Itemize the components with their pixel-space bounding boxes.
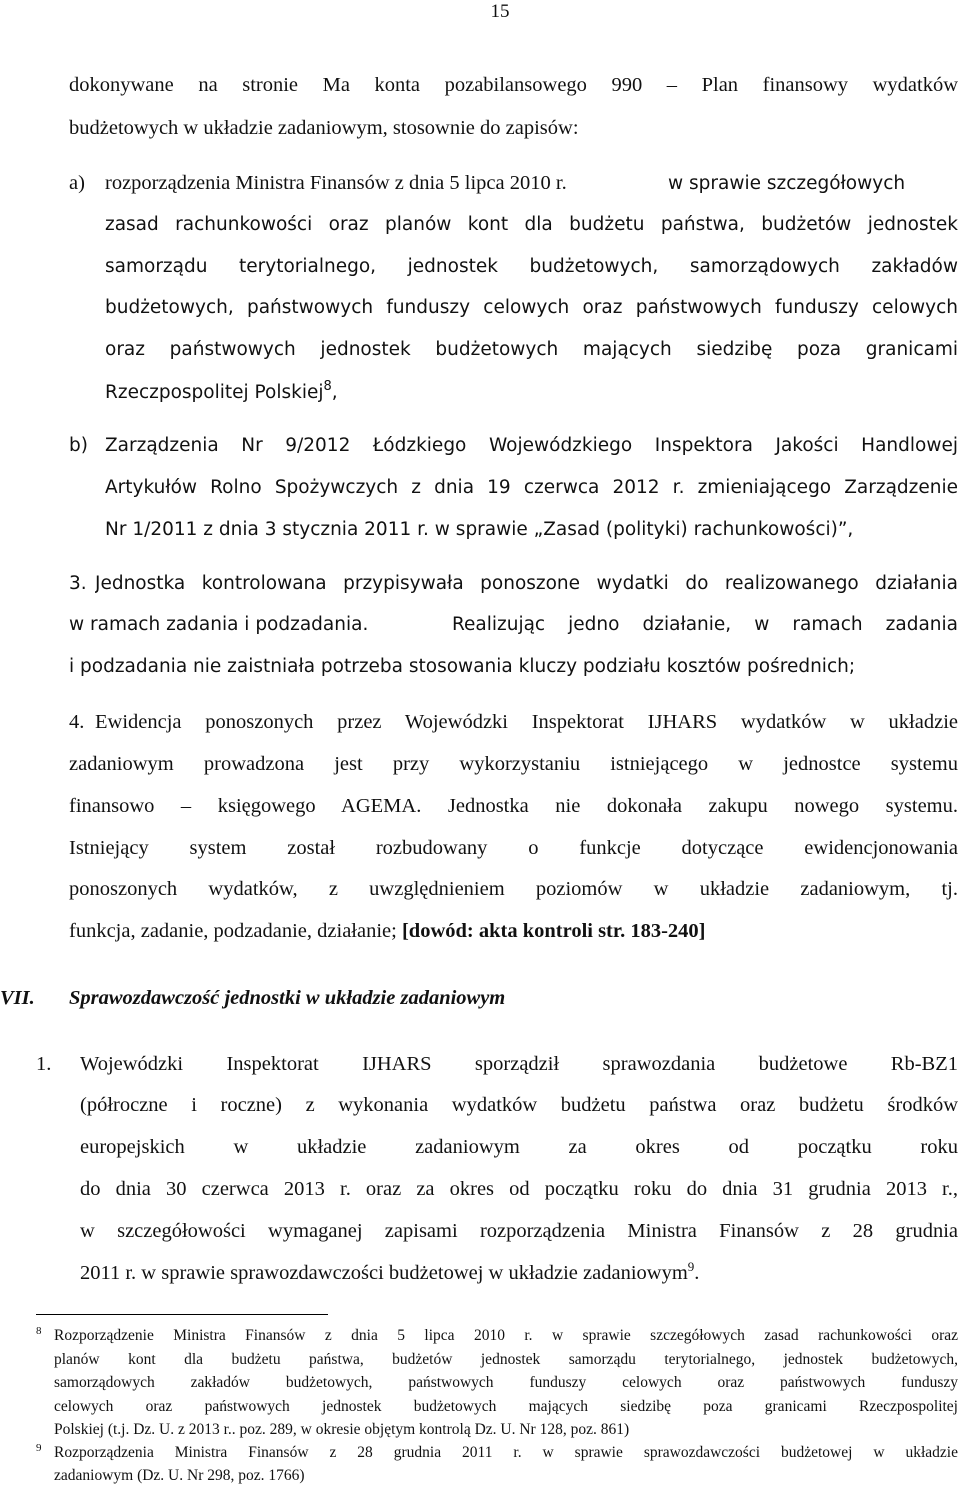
item-a-line-1-sans: w sprawie szczegółowych: [668, 173, 906, 194]
item-3-line-2a: w ramach zadania i podzadania.: [69, 614, 369, 635]
item-4-line-5: ponoszonych wydatków, z uwzględnieniem poziomów w układzie zadaniowym, tj.: [69, 878, 958, 900]
item-a-line-6: [105, 381, 338, 405]
item-4-line-3: finansowo – księgowego AGEMA. Jednostka nie dokonała zakupu nowego systemu.: [69, 795, 958, 817]
item-a-line-6-tail: ,: [331, 382, 338, 403]
footnote-9-line-2: zadaniowym (Dz. U. Nr 298, poz. 1766): [54, 1467, 305, 1484]
item-1-line-6-text: 2011 r. w sprawie sprawozdawczości budżetowej w układzie zadaniowym: [80, 1262, 688, 1284]
footnote-8-number: [36, 1326, 42, 1345]
item-4-line-2: zadaniowym prowadzona jest przy wykorzystaniu istniejącego w jednostce systemu: [69, 753, 958, 775]
item-4-line-1: Ewidencja ponoszonych przez Wojewódzki Inspektorat IJHARS wydatków w układzie: [95, 711, 958, 733]
footnote-9-sup: 9: [36, 1442, 42, 1454]
footnote-8-line-5: Polskiej (t.j. Dz. U. z 2013 r.. poz. 289, w okresie objętym kontrolą Dz. U. Nr 128, poz. 861): [54, 1421, 630, 1438]
item-3-line-2b: Realizując jedno działanie, w ramach zadania: [452, 614, 958, 635]
item-4-line-6: [69, 919, 706, 943]
item-1-line-2: (półroczne i roczne) z wykonania wydatków budżetu państwa oraz budżetu środków: [80, 1094, 958, 1116]
item-b-line-2: Artykułów Rolno Spożywczych z dnia 19 czerwca 2012 r. zmieniającego Zarządzenie: [105, 477, 958, 498]
item-b-line-3: Nr 1/2011 z dnia 3 stycznia 2011 r. w sprawie „Zasad (polityki) rachunkowości)”,: [105, 519, 854, 540]
item-1-line-6-tail: .: [694, 1262, 700, 1284]
list-marker-a: a): [69, 172, 85, 194]
item-1-line-4: do dnia 30 czerwca 2013 r. oraz za okres od początku roku do dnia 31 grudnia 2013 r.,: [80, 1178, 958, 1200]
item-a-line-6-text: Rzeczpospolitej Polskiej: [105, 382, 324, 403]
footnote-8-line-1: Rozporządzenie Ministra Finansów z dnia 5 lipca 2010 r. w sprawie szczegółowych zasad rachunkowości oraz: [54, 1327, 958, 1344]
item-1-line-6: [80, 1261, 699, 1285]
item-1-line-1: Wojewódzki Inspektorat IJHARS sporządził sprawozdania budżetowe Rb-BZ1: [80, 1053, 958, 1075]
page-number: 15: [490, 1, 510, 22]
evidence-reference: [dowód: akta kontroli str. 183-240]: [401, 920, 706, 942]
footnote-8-line-2: planów kont dla budżetu państwa, budżetów jednostek samorządu terytorialnego, jednostek budżetowych,: [54, 1351, 958, 1368]
item-1-line-5: w szczegółowości wymaganej zapisami rozporządzenia Ministra Finansów z 28 grudnia: [80, 1220, 958, 1242]
item-a-line-1: [105, 171, 567, 195]
item-4-line-4: Istniejący system został rozbudowany o funkcje dotyczące ewidencjonowania: [69, 837, 958, 859]
section-numeral: VII.: [0, 987, 35, 1009]
item-a-line-1-serif: rozporządzenia Ministra Finansów z dnia 5 lipca 2010 r.: [105, 172, 567, 194]
footnote-separator: [36, 1314, 328, 1315]
item-1-line-3: europejskich w układzie zadaniowym za okres od początku roku: [80, 1136, 958, 1158]
item-a-line-4: budżetowych, państwowych funduszy celowych oraz państwowych funduszy celowych: [105, 297, 958, 318]
footnote-8-line-4: celowych oraz państwowych jednostek budżetowych mających siedzibę poza granicami Rzeczpospolitej: [54, 1398, 958, 1415]
item-b-line-1: Zarządzenia Nr 9/2012 Łódzkiego Wojewódzkiego Inspektora Jakości Handlowej: [105, 435, 958, 456]
item-a-line-3: samorządu terytorialnego, jednostek budżetowych, samorządowych zakładów: [105, 256, 958, 277]
item-4-line-6-text: funkcja, zadanie, podzadanie, działanie;: [69, 920, 397, 942]
footnote-9-line-1: Rozporządzenia Ministra Finansów z 28 grudnia 2011 r. w sprawie sprawozdawczości budżetowej w układzie: [54, 1444, 958, 1461]
footnote-9-number: [36, 1443, 42, 1462]
section-title: Sprawozdawczość jednostki w układzie zadaniowym: [69, 987, 506, 1009]
footnote-8-sup: 8: [36, 1325, 42, 1337]
intro-line-2: budżetowych w układzie zadaniowym, stosownie do zapisów:: [69, 117, 579, 139]
item-a-line-5: oraz państwowych jednostek budżetowych mających siedzibę poza granicami: [105, 339, 958, 360]
list-marker-4: 4.: [69, 711, 85, 733]
item-3-line-3: i podzadania nie zaistniała potrzeba stosowania kluczy podziału kosztów pośrednich;: [69, 656, 856, 677]
item-3-line-1: Jednostka kontrolowana przypisywała ponoszone wydatki do realizowanego działania: [95, 573, 958, 594]
intro-line-1: dokonywane na stronie Ma konta pozabilansowego 990 – Plan finansowy wydatków: [69, 74, 958, 96]
footnote-ref-8[interactable]: 8: [323, 379, 332, 394]
list-marker-b: b): [69, 435, 88, 456]
footnote-8-line-3: samorządowych zakładów budżetowych, państwowych funduszy celowych oraz państwowych funduszy: [54, 1374, 958, 1391]
item-a-line-2: zasad rachunkowości oraz planów kont dla budżetu państwa, budżetów jednostek: [105, 214, 958, 235]
list-marker-1: 1.: [36, 1053, 52, 1075]
footnote-ref-9[interactable]: 9: [687, 1259, 695, 1274]
list-marker-3: 3.: [69, 573, 87, 594]
